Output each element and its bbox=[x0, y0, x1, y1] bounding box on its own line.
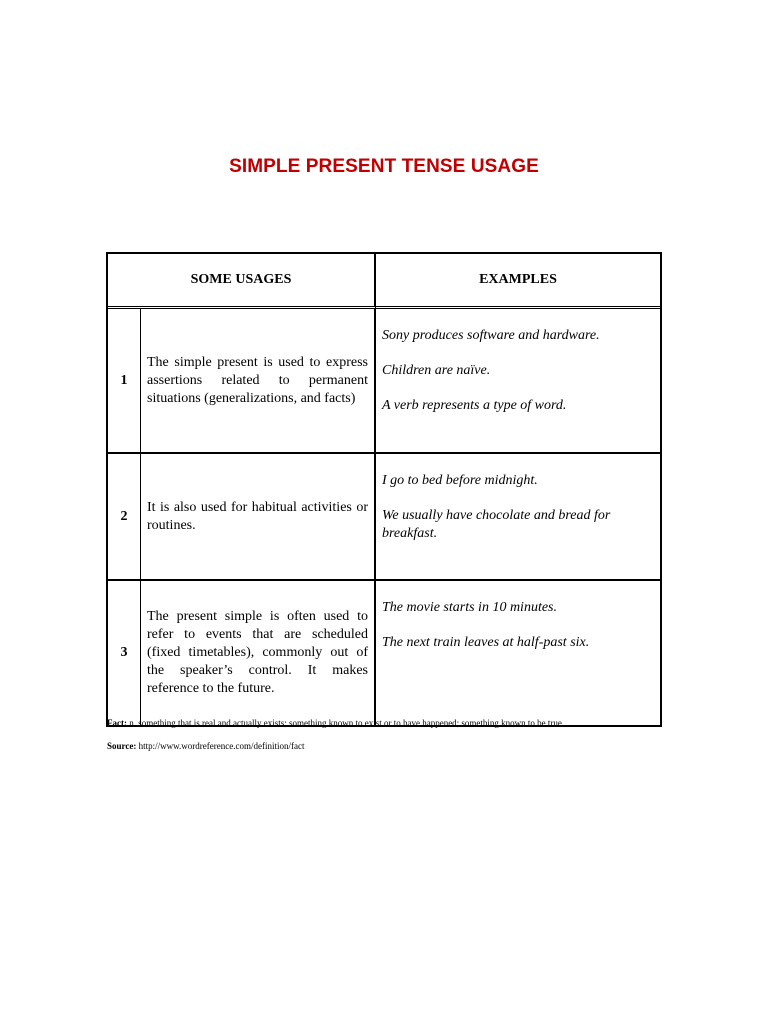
table-header-row bbox=[108, 254, 660, 309]
header-examples: EXAMPLES bbox=[376, 254, 660, 309]
example-sentence: Sony produces software and hardware. bbox=[382, 328, 600, 343]
example-sentence: I go to bed before midnight. bbox=[382, 473, 538, 488]
usage-table bbox=[106, 252, 662, 727]
row-number: 1 bbox=[108, 309, 141, 454]
examples-cell bbox=[376, 581, 660, 725]
source-label: Source: bbox=[107, 741, 137, 751]
fact-label: Fact: bbox=[107, 718, 127, 728]
examples-cell bbox=[376, 454, 660, 581]
table-row bbox=[108, 309, 660, 454]
page-title: SIMPLE PRESENT TENSE USAGE bbox=[229, 156, 539, 177]
header-some-usages: SOME USAGES bbox=[108, 254, 376, 309]
source-url: http://www.wordreference.com/definition/fact bbox=[136, 741, 305, 751]
example-sentence: The next train leaves at half-past six. bbox=[382, 635, 590, 650]
usage-description: It is also used for habitual activities or routines. bbox=[141, 454, 376, 581]
usage-description: The present simple is often used to refer to events that are scheduled (fixed timetables), commonly out of the speaker’s control. It makes reference to the future. bbox=[141, 581, 376, 725]
row-number: 2 bbox=[108, 454, 141, 581]
table-row bbox=[108, 454, 660, 581]
fact-definition: n. something that is real and actually exists; something known to exist or to have happened; something known to be true. bbox=[127, 718, 565, 728]
example-sentence: We usually have chocolate and bread for breakfast. bbox=[382, 508, 611, 541]
footnote-fact bbox=[107, 718, 564, 729]
table-row bbox=[108, 581, 660, 725]
usage-description: The simple present is used to express assertions related to permanent situations (generalizations, and facts) bbox=[141, 309, 376, 454]
example-sentence: The movie starts in 10 minutes. bbox=[382, 600, 557, 615]
footnote-source bbox=[107, 741, 304, 752]
example-sentence: A verb represents a type of word. bbox=[382, 398, 567, 413]
row-number: 3 bbox=[108, 581, 141, 725]
examples-cell bbox=[376, 309, 660, 454]
example-sentence: Children are naïve. bbox=[382, 363, 491, 378]
